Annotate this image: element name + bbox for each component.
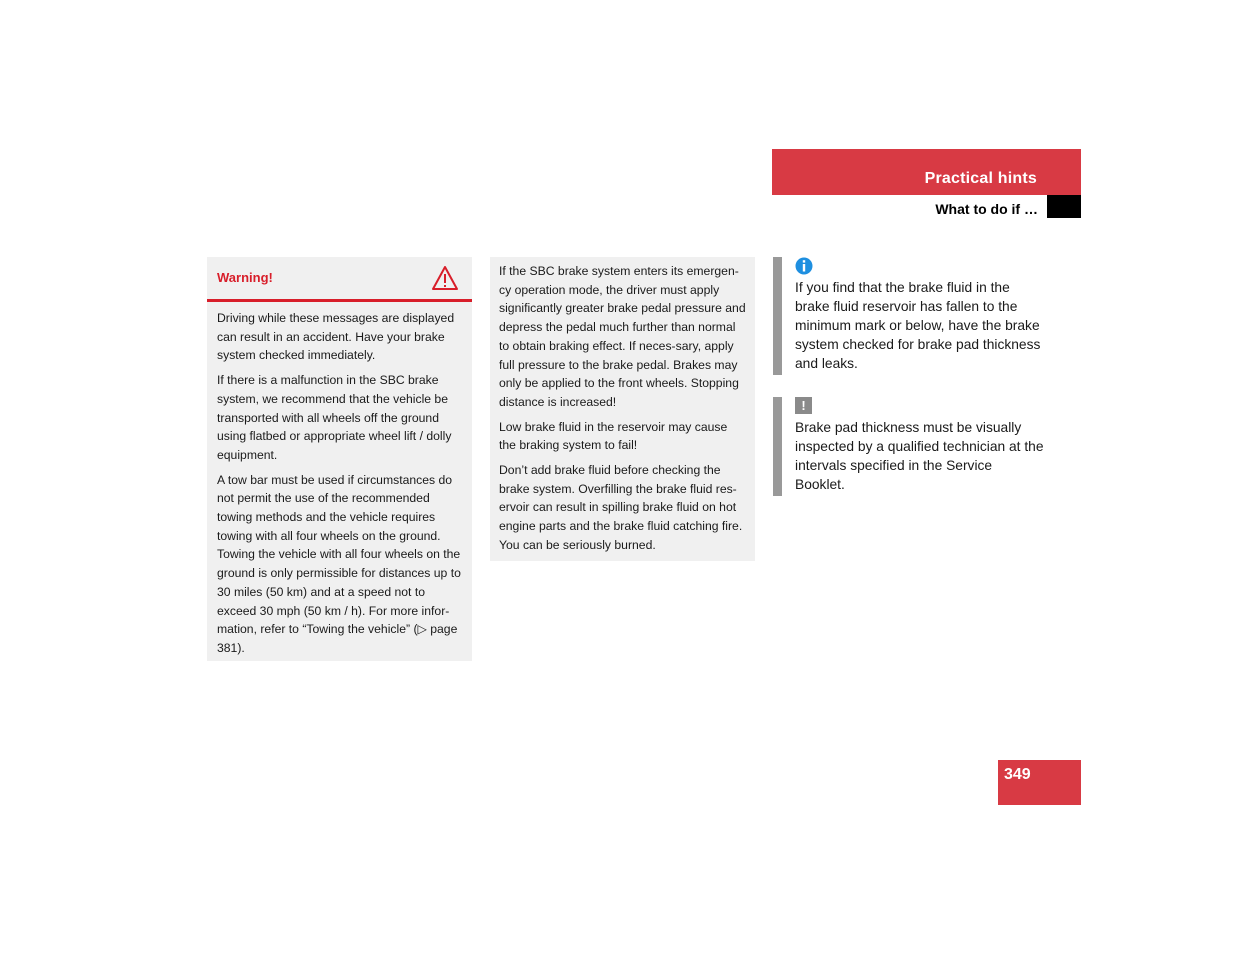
page-number: 349 [1004, 766, 1031, 783]
caution-note [773, 397, 1043, 496]
warning-paragraph: Low brake fluid in the reservoir may cause the braking system to fail! [499, 419, 728, 453]
caution-note-content [795, 397, 1045, 494]
warning-continued-body [490, 257, 755, 555]
info-note-text: If you find that the brake fluid in the brake fluid reservoir has fallen to the minimum mark or below, have the brake system checked for brake pad thickness and leaks. [795, 280, 1041, 371]
caution-icon: ! [795, 397, 812, 414]
warning-box [207, 257, 472, 661]
caution-note-text: Brake pad thickness must be visually inspected by a qualified technician at the intervals specified in the Service Booklet. [795, 420, 1044, 492]
info-icon [795, 257, 813, 275]
info-note-bar [773, 257, 782, 375]
warning-triangle-icon [431, 265, 459, 291]
caution-note-bar [773, 397, 782, 496]
subsection-title: What to do if … [935, 201, 1038, 217]
warning-continued-box [490, 257, 755, 561]
warning-paragraph: If the SBC brake system enters its emergen-cy operation mode, the driver must apply significantly greater brake pedal pressure and depress the pedal much further than normal to obtain braking effect. If neces-sary, apply full pressure to the brake pedal. Brakes may only be applied to the front wheels. Stopping distance is increased! [499, 264, 746, 409]
warning-paragraph: Driving while these messages are displayed can result in an accident. Have your brake system checked immediately. [217, 311, 455, 363]
warning-body [207, 302, 472, 658]
warning-paragraph: A tow bar must be used if circumstances do not permit the use of the recommended towing methods and the vehicle requires towing with all four wheels on the ground. Towing the vehicle with all four wheels on the ground is only permissible for distances up to 30 miles (50 km) and at a speed not to exceed 30 mph (50 km / h). For more infor-mation, refer to “Towing the vehicle” (▷ page 381). [217, 472, 461, 655]
section-banner [772, 149, 1081, 195]
warning-paragraph: Don’t add brake fluid before checking the brake system. Overfilling the brake fluid res-ervoir can result in spilling brake fluid on hot engine parts and the brake fluid catching fire. You can be seriously burned. [499, 463, 743, 552]
section-title: Practical hints [924, 170, 1037, 187]
warning-label: Warning! [217, 270, 273, 285]
info-note [773, 257, 1043, 375]
chapter-tab [1047, 195, 1081, 218]
page-number-box [998, 760, 1081, 805]
info-note-content [795, 257, 1045, 373]
warning-header [207, 257, 472, 302]
warning-paragraph: If there is a malfunction in the SBC brake system, we recommend that the vehicle be transported with all wheels off the ground using flatbed or appropriate wheel lift / dolly equipment. [217, 373, 452, 462]
